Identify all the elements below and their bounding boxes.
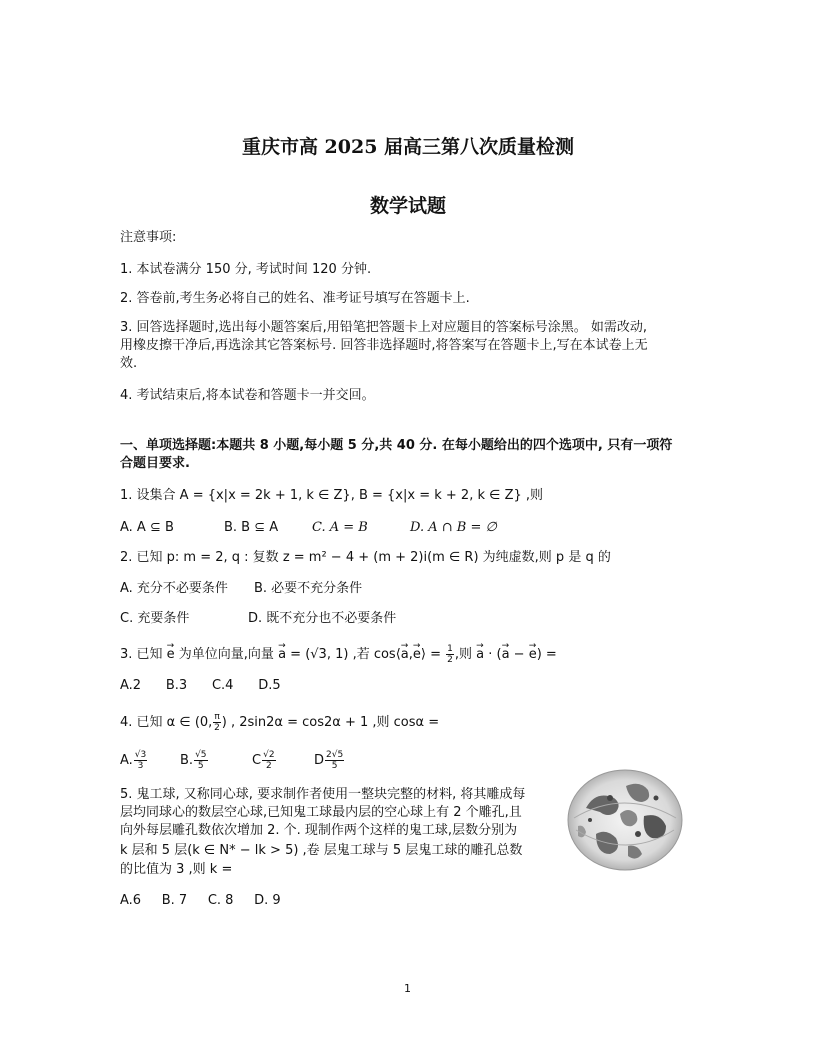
- question-1-option-a: A. A ⊆ B: [120, 520, 174, 535]
- notice-item-1: 1. 本试卷满分 150 分, 考试时间 120 分钟.: [120, 262, 372, 277]
- question-4-option-d: D $\frac{2√5}{5}$: [314, 750, 344, 771]
- notice-heading: 注意事项:: [120, 230, 177, 245]
- question-5-options: A.6 B. 7 C. 8 D. 9: [120, 893, 281, 908]
- question-5-line-3: 向外每层雕孔数依次增加 2. 个. 现制作两个这样的鬼工球,层数分别为: [120, 823, 518, 838]
- question-2-stem: 2. 已知 p: m = 2, q : 复数 z = m² − 4 + (m + 2)i(m ∈ R) 为纯虚数,则 p 是 q 的: [120, 550, 611, 565]
- question-2-option-b: B. 必要不充分条件: [254, 581, 363, 596]
- exam-subtitle: 数学试题: [369, 195, 446, 217]
- fraction-one-half: $\frac{1}{2}$: [447, 644, 453, 665]
- question-3-stem: 3. 已知 → e 为单位向量,向量 → a = (√3, 1) ,若 cos⟨→ a,→ e⟩ = $\frac{1}{2}$ ,则 → a · (→ a − → e) =: [120, 644, 557, 665]
- notice-item-3: 3. 回答选择题时,选出每小题答案后,用铅笔把答题卡上对应题目的答案标号涂黑。 如需改动,: [120, 320, 648, 335]
- question-5-line-5: 的比值为 3 ,则 k =: [120, 862, 233, 877]
- notice-item-3-cont: 用橡皮擦干净后,再选涂其它答案标号. 回答非选择题时,将答案写在答题卡上,写在本试卷上无: [120, 338, 648, 353]
- section-heading-cont: 合题目要求.: [120, 456, 190, 471]
- carved-ball-image: [566, 768, 684, 872]
- question-4-option-a: A. $\frac{√3}{3}$: [120, 750, 147, 771]
- fraction-pi-over-2: $\frac{\pi}{2}$: [214, 712, 220, 733]
- notice-item-4: 4. 考试结束后,将本试卷和答题卡一并交回。: [120, 388, 375, 403]
- question-2-option-d: D. 既不充分也不必要条件: [248, 611, 397, 626]
- question-4-option-c: C $\frac{√2}{2}$: [252, 750, 275, 771]
- question-5-line-1: 5. 鬼工球, 又称同心球, 要求制作者使用一整块完整的材料, 将其雕成每: [120, 787, 526, 802]
- question-1-stem: 1. 设集合 A = {x|x = 2k + 1, k ∈ Z}, B = {x|x = k + 2, k ∈ Z} ,则: [120, 488, 544, 503]
- question-5-line-2: 层均同球心的数层空心球,已知鬼工球最内层的空心球上有 2 个雕孔,且: [120, 805, 522, 820]
- page-number: 1: [404, 982, 411, 995]
- section-heading: 一、单项选择题:本题共 8 小题,每小题 5 分,共 40 分. 在每小题给出的四个选项中, 只有一项符: [120, 438, 673, 453]
- question-5-line-4: k 层和 5 层(k ∈ N* − lk > 5) ,卷 层鬼工球与 5 层鬼工球的雕孔总数: [120, 843, 523, 858]
- question-3-options: A.2 B.3 C.4 D.5: [120, 678, 281, 693]
- question-4-stem: 4. 已知 α ∈ (0, $\frac{\pi}{2}$ ) , 2sin2α = cos2α + 1 ,则 cosα =: [120, 712, 440, 733]
- question-1-option-d: D. A ∩ B = ∅: [410, 520, 497, 535]
- question-2-option-c: C. 充要条件: [120, 611, 190, 626]
- question-4-option-b: B. $\frac{√5}{5}$: [180, 750, 207, 771]
- notice-item-3-end: 效.: [120, 356, 138, 371]
- exam-title: 重庆市高 2025 届高三第八次质量检测: [241, 136, 575, 158]
- notice-item-2: 2. 答卷前,考生务必将自己的姓名、准考证号填写在答题卡上.: [120, 291, 470, 306]
- question-1-option-b: B. B ⊆ A: [224, 520, 279, 535]
- question-1-option-c: C. A = B: [312, 520, 368, 535]
- question-2-option-a: A. 充分不必要条件: [120, 581, 228, 596]
